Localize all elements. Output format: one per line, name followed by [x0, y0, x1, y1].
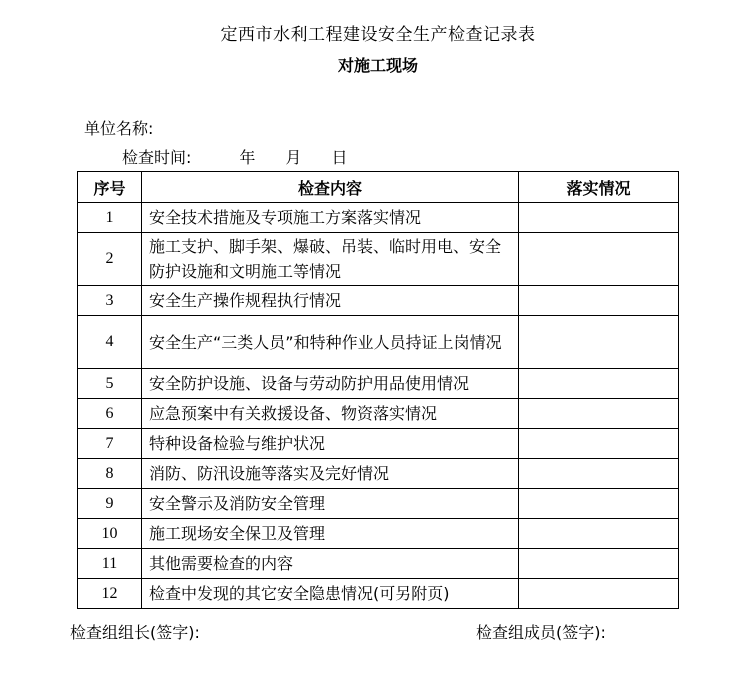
row-number: 4	[78, 316, 142, 369]
row-number: 10	[78, 519, 142, 549]
row-content: 消防、防汛设施等落实及完好情况	[142, 459, 519, 489]
table-row	[78, 489, 679, 519]
month-label: 月	[285, 148, 302, 167]
inspection-date-label: 检查时间:	[122, 148, 192, 167]
row-number: 7	[78, 429, 142, 459]
row-number: 9	[78, 489, 142, 519]
row-number: 1	[78, 203, 142, 233]
row-status-cell[interactable]	[519, 316, 679, 369]
table-row	[78, 429, 679, 459]
row-content: 安全警示及消防安全管理	[142, 489, 519, 519]
table-header-row	[78, 172, 679, 203]
members-signature-label: 检查组成员(签字):	[476, 623, 606, 642]
row-status-cell[interactable]	[519, 233, 679, 286]
row-content: 施工现场安全保卫及管理	[142, 519, 519, 549]
table-row	[78, 549, 679, 579]
row-number: 12	[78, 579, 142, 609]
row-number: 5	[78, 369, 142, 399]
day-label: 日	[331, 148, 348, 167]
document-subtitle: 对施工现场	[337, 56, 418, 75]
table-row	[78, 459, 679, 489]
table-row	[78, 203, 679, 233]
table-row	[78, 399, 679, 429]
row-content: 特种设备检验与维护状况	[142, 429, 519, 459]
row-status-cell[interactable]	[519, 399, 679, 429]
row-content: 安全生产操作规程执行情况	[142, 286, 519, 316]
row-status-cell[interactable]	[519, 286, 679, 316]
inspection-date-line	[122, 145, 347, 168]
row-status-cell[interactable]	[519, 203, 679, 233]
row-status-cell[interactable]	[519, 489, 679, 519]
header-status: 落实情况	[519, 172, 679, 203]
row-content: 施工支护、脚手架、爆破、吊装、临时用电、安全防护设施和文明施工等情况	[142, 233, 519, 286]
row-number: 8	[78, 459, 142, 489]
row-status-cell[interactable]	[519, 549, 679, 579]
row-content: 安全技术措施及专项施工方案落实情况	[142, 203, 519, 233]
document-title: 定西市水利工程建设安全生产检查记录表	[220, 25, 536, 45]
leader-signature-label: 检查组组长(签字):	[70, 623, 200, 642]
row-status-cell[interactable]	[519, 579, 679, 609]
row-content: 应急预案中有关救援设备、物资落实情况	[142, 399, 519, 429]
row-status-cell[interactable]	[519, 459, 679, 489]
inspection-table	[77, 171, 679, 609]
row-content: 检查中发现的其它安全隐患情况(可另附页)	[142, 579, 519, 609]
row-content: 安全生产“三类人员”和特种作业人员持证上岗情况	[142, 316, 519, 369]
row-content: 安全防护设施、设备与劳动防护用品使用情况	[142, 369, 519, 399]
table-row	[78, 519, 679, 549]
table-row	[78, 316, 679, 369]
row-status-cell[interactable]	[519, 519, 679, 549]
header-number: 序号	[78, 172, 142, 203]
row-content: 其他需要检查的内容	[142, 549, 519, 579]
table-row	[78, 579, 679, 609]
unit-name-label: 单位名称:	[84, 119, 154, 138]
row-status-cell[interactable]	[519, 429, 679, 459]
row-number: 6	[78, 399, 142, 429]
row-number: 11	[78, 549, 142, 579]
table-row	[78, 286, 679, 316]
row-number: 2	[78, 233, 142, 286]
table-row	[78, 233, 679, 286]
table-row	[78, 369, 679, 399]
year-label: 年	[239, 148, 256, 167]
header-content: 检查内容	[142, 172, 519, 203]
row-number: 3	[78, 286, 142, 316]
row-status-cell[interactable]	[519, 369, 679, 399]
